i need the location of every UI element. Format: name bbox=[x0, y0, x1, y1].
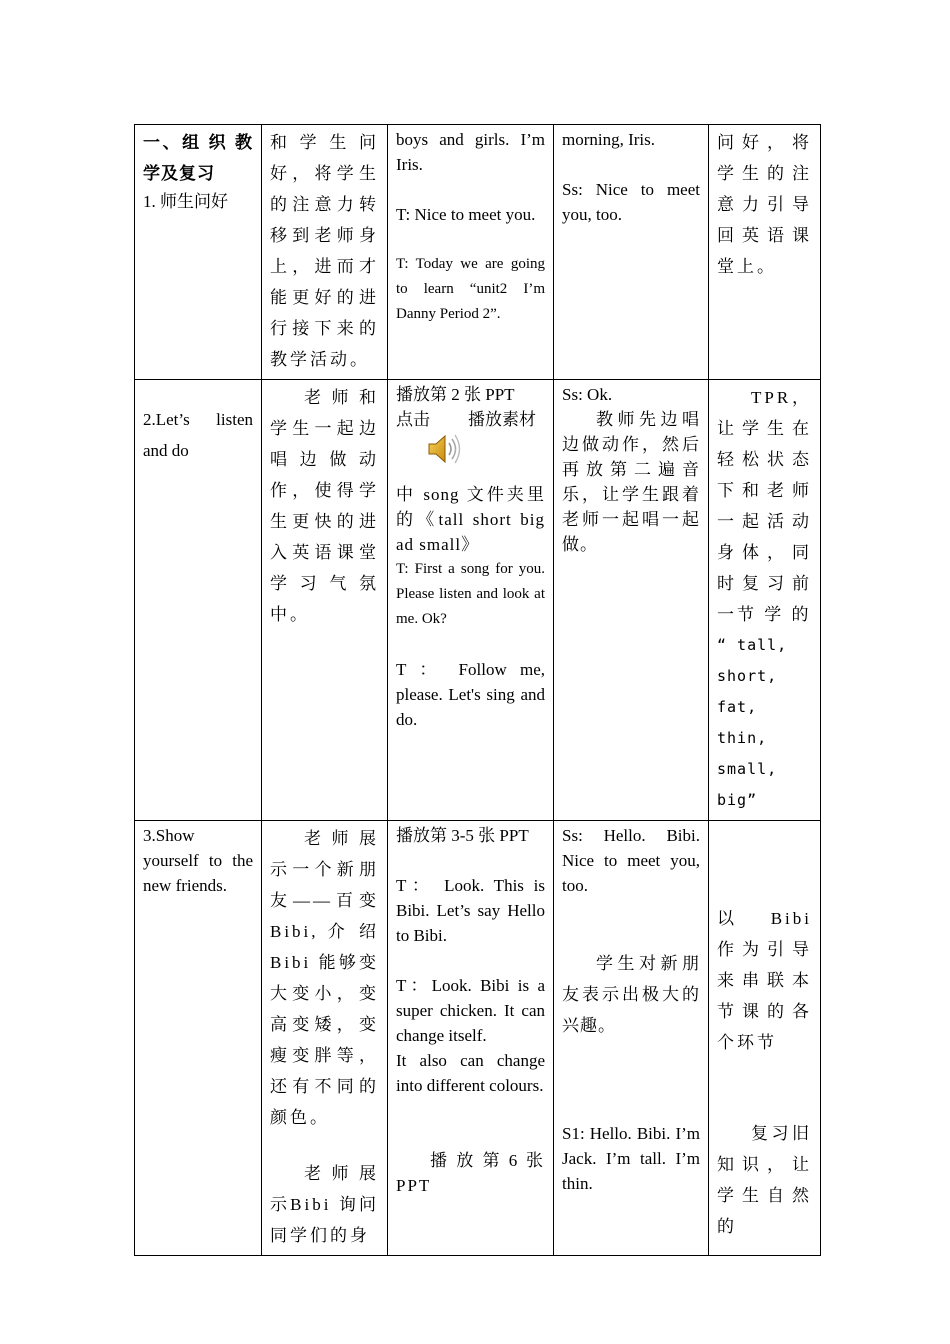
teacher-text: T： Look. This is Bibi. Let’s say Hello to Bibi. bbox=[396, 876, 545, 945]
purpose-cell bbox=[262, 380, 388, 821]
stage-cell bbox=[135, 380, 262, 821]
click-label: 点击 bbox=[396, 410, 430, 429]
vocab-word: big” bbox=[717, 791, 758, 809]
student-text: S1: Hello. Bibi. I’m Jack. I’m tall. I’m thin. bbox=[562, 1124, 700, 1193]
intent-cell bbox=[709, 821, 821, 1256]
intent-text: 以 Bibi 作为引导来串联本节课的各个环节 bbox=[717, 909, 812, 1052]
purpose-text: 和学生问好，将学生的注意力转移到老师身上，进而才能更好的进行接下来的教学活动。 bbox=[270, 133, 379, 369]
table-row bbox=[135, 125, 821, 380]
student-text: 教师先边唱边做动作，然后再放第二遍音乐，让学生跟着老师一起唱一起做。 bbox=[562, 410, 700, 554]
stage-subtitle: 1. 师生问好 bbox=[143, 192, 228, 211]
ppt-instruction: 播放第 2 张 PPT bbox=[396, 385, 515, 404]
student-text: Ss: Hello. Bibi. Nice to meet you, too. bbox=[562, 826, 700, 895]
song-text: 中 song 文件夹里的《tall short big ad small》 bbox=[396, 485, 545, 554]
teacher-text: It also can change into different colours. bbox=[396, 1051, 545, 1095]
intent-cell bbox=[709, 380, 821, 821]
play-media-line bbox=[396, 407, 545, 432]
teacher-text: T: Today we are going to learn “unit2 I’m Danny Period 2”. bbox=[396, 256, 545, 322]
purpose-text: 老师和学生一起边唱边做动作，使得学生更快的进入英语课堂学习气氛中。 bbox=[270, 388, 379, 624]
student-cell bbox=[554, 125, 709, 380]
vocab-word: thin, bbox=[717, 729, 768, 747]
student-text: Ss: Ok. bbox=[562, 385, 613, 404]
purpose-text: 老师展示一个新朋友——百变Bibi, 介 绍Bibi 能够变大变小，变高变矮，变瘦变胖等，还有不同的颜色。 bbox=[270, 829, 379, 1127]
student-text: 学生对新朋友表示出极大的兴趣。 bbox=[562, 954, 700, 1035]
stage-title: 3.Show yourself to the new friends. bbox=[143, 826, 253, 895]
table-row bbox=[135, 821, 821, 1256]
teacher-cell bbox=[388, 380, 554, 821]
student-cell bbox=[554, 380, 709, 821]
purpose-cell bbox=[262, 125, 388, 380]
purpose-cell bbox=[262, 821, 388, 1256]
teacher-text: boys and girls. I’m Iris. bbox=[396, 130, 545, 174]
student-text: morning, Iris. bbox=[562, 130, 656, 149]
stage-cell bbox=[135, 125, 262, 380]
stage-cell bbox=[135, 821, 262, 1256]
ppt-instruction: 播放第 3-5 张 PPT bbox=[396, 826, 529, 845]
vocab-word: fat, bbox=[717, 698, 758, 716]
teacher-text: T: Nice to meet you. bbox=[396, 205, 536, 224]
speaker-icon[interactable] bbox=[426, 432, 462, 466]
intent-text: TPR，让学生在轻松状态下和老师一起活动身体，同时复习前一节 学 的 bbox=[717, 388, 812, 624]
purpose-text: 老师展示Bibi 询问同学们的身 bbox=[270, 1164, 379, 1245]
stage-title: 一、组 织 教学及复习 bbox=[143, 133, 253, 183]
table-row bbox=[135, 380, 821, 821]
vocab-word: “ tall, bbox=[717, 636, 788, 654]
teacher-text: T: First a song for you. Please listen and look at me. Ok? bbox=[396, 561, 545, 627]
teacher-cell bbox=[388, 821, 554, 1256]
vocab-word: short, bbox=[717, 667, 778, 685]
teacher-text: T ： Follow me, please. Let's sing and do. bbox=[396, 660, 545, 729]
teacher-cell bbox=[388, 125, 554, 380]
lesson-plan-table bbox=[134, 124, 821, 1256]
intent-text: 问好，将学生的注意力引导回英语课堂上。 bbox=[717, 133, 812, 276]
teacher-text: T：Look. Bibi is a super chicken. It can change itself. bbox=[396, 976, 545, 1045]
intent-cell bbox=[709, 125, 821, 380]
intent-text: 复习旧知识，让学生自然的 bbox=[717, 1124, 812, 1236]
stage-title: 2.Let’s listen and do bbox=[143, 410, 253, 460]
student-cell bbox=[554, 821, 709, 1256]
play-label: 播放素材 bbox=[468, 410, 536, 429]
ppt-instruction: 播 放 第 6 张 PPT bbox=[396, 1151, 545, 1195]
vocab-word: small, bbox=[717, 760, 778, 778]
student-text: Ss: Nice to meet you, too. bbox=[562, 180, 700, 224]
